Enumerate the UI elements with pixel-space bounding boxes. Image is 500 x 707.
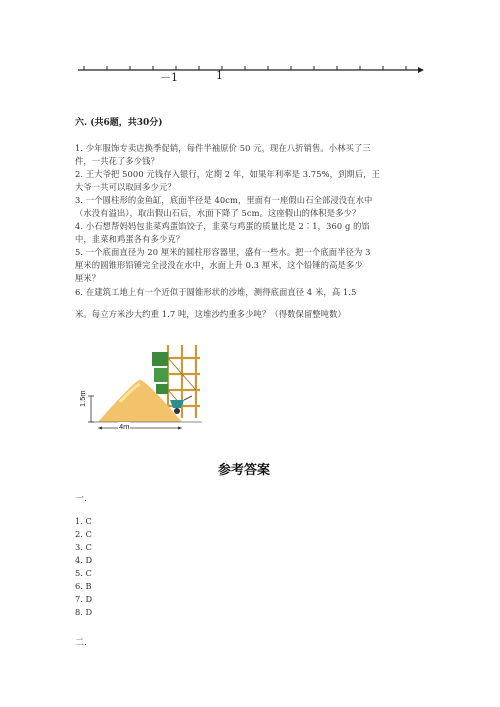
answer-item: 5. C — [75, 568, 92, 578]
answer-item: 7. D — [75, 594, 93, 604]
answers-title: 参考答案 — [218, 463, 271, 478]
answer-item: 2. C — [75, 529, 92, 539]
answer-item: 8. D — [75, 607, 93, 617]
question-line: 6. 在建筑工地上有一个近似于圆锥形状的沙堆，测得底面直径 4 米，高 1.5 — [75, 287, 357, 297]
question-line: （水没有溢出），取出假山石后，水面下降了 5cm。这座假山的体积是多少？ — [75, 208, 361, 218]
section-6-title: 六. (共6题，共30分) — [75, 118, 163, 128]
part-1-label: 一. — [75, 494, 87, 504]
question-line: 中，韭菜和鸡蛋各有多少克？ — [75, 234, 185, 244]
question-line: 2. 王大爷把 5000 元钱存入银行，定期 2 年，如果年利率是 3.75%，到期后，王 — [75, 169, 381, 179]
question-line: 4. 小石想帮妈妈包韭菜鸡蛋馅饺子，韭菜与鸡蛋的质量比是 2∶1，360 g 的馅 — [75, 221, 370, 231]
sand-pile-figure — [80, 340, 220, 435]
answer-item: 6. B — [75, 581, 92, 591]
tick-label-minus-1: －1 — [160, 71, 178, 84]
question-line: 5. 一个底面直径为 20 厘米的圆柱形容器里，盛有一些水。把一个底面半径为 3 — [75, 247, 371, 257]
part-2-label: 二. — [75, 638, 87, 648]
question-line: 厘米？ — [75, 273, 101, 283]
answer-item: 4. D — [75, 555, 93, 565]
answer-item: 1. C — [75, 516, 92, 526]
question-line: 件，一共花了多少钱？ — [75, 156, 159, 166]
question-line: 厘米的圆锥形铅锤完全浸没在水中，水面上升 0.3 厘米，这个铅锤的高是多少 — [75, 260, 363, 270]
question-line: 米。每立方米沙大约重 1.7 吨，这堆沙约重多少吨？（得数保留整吨数） — [75, 309, 346, 319]
height-label: 1.5m — [78, 390, 87, 407]
width-label: 4m — [119, 422, 130, 431]
answer-item: 3. C — [75, 542, 92, 552]
tick-label-1: 1 — [216, 69, 223, 82]
question-line: 3. 一个圆柱形的金鱼缸，底面半径是 40cm，里面有一座假山石全部浸没在水中 — [75, 195, 373, 205]
number-line — [0, 55, 500, 95]
question-line: 大爷一共可以取回多少元？ — [75, 182, 176, 192]
question-line: 1. 少年服饰专卖店换季促销，每件半袖原价 50 元，现在八折销售。小林买了三 — [75, 143, 371, 153]
